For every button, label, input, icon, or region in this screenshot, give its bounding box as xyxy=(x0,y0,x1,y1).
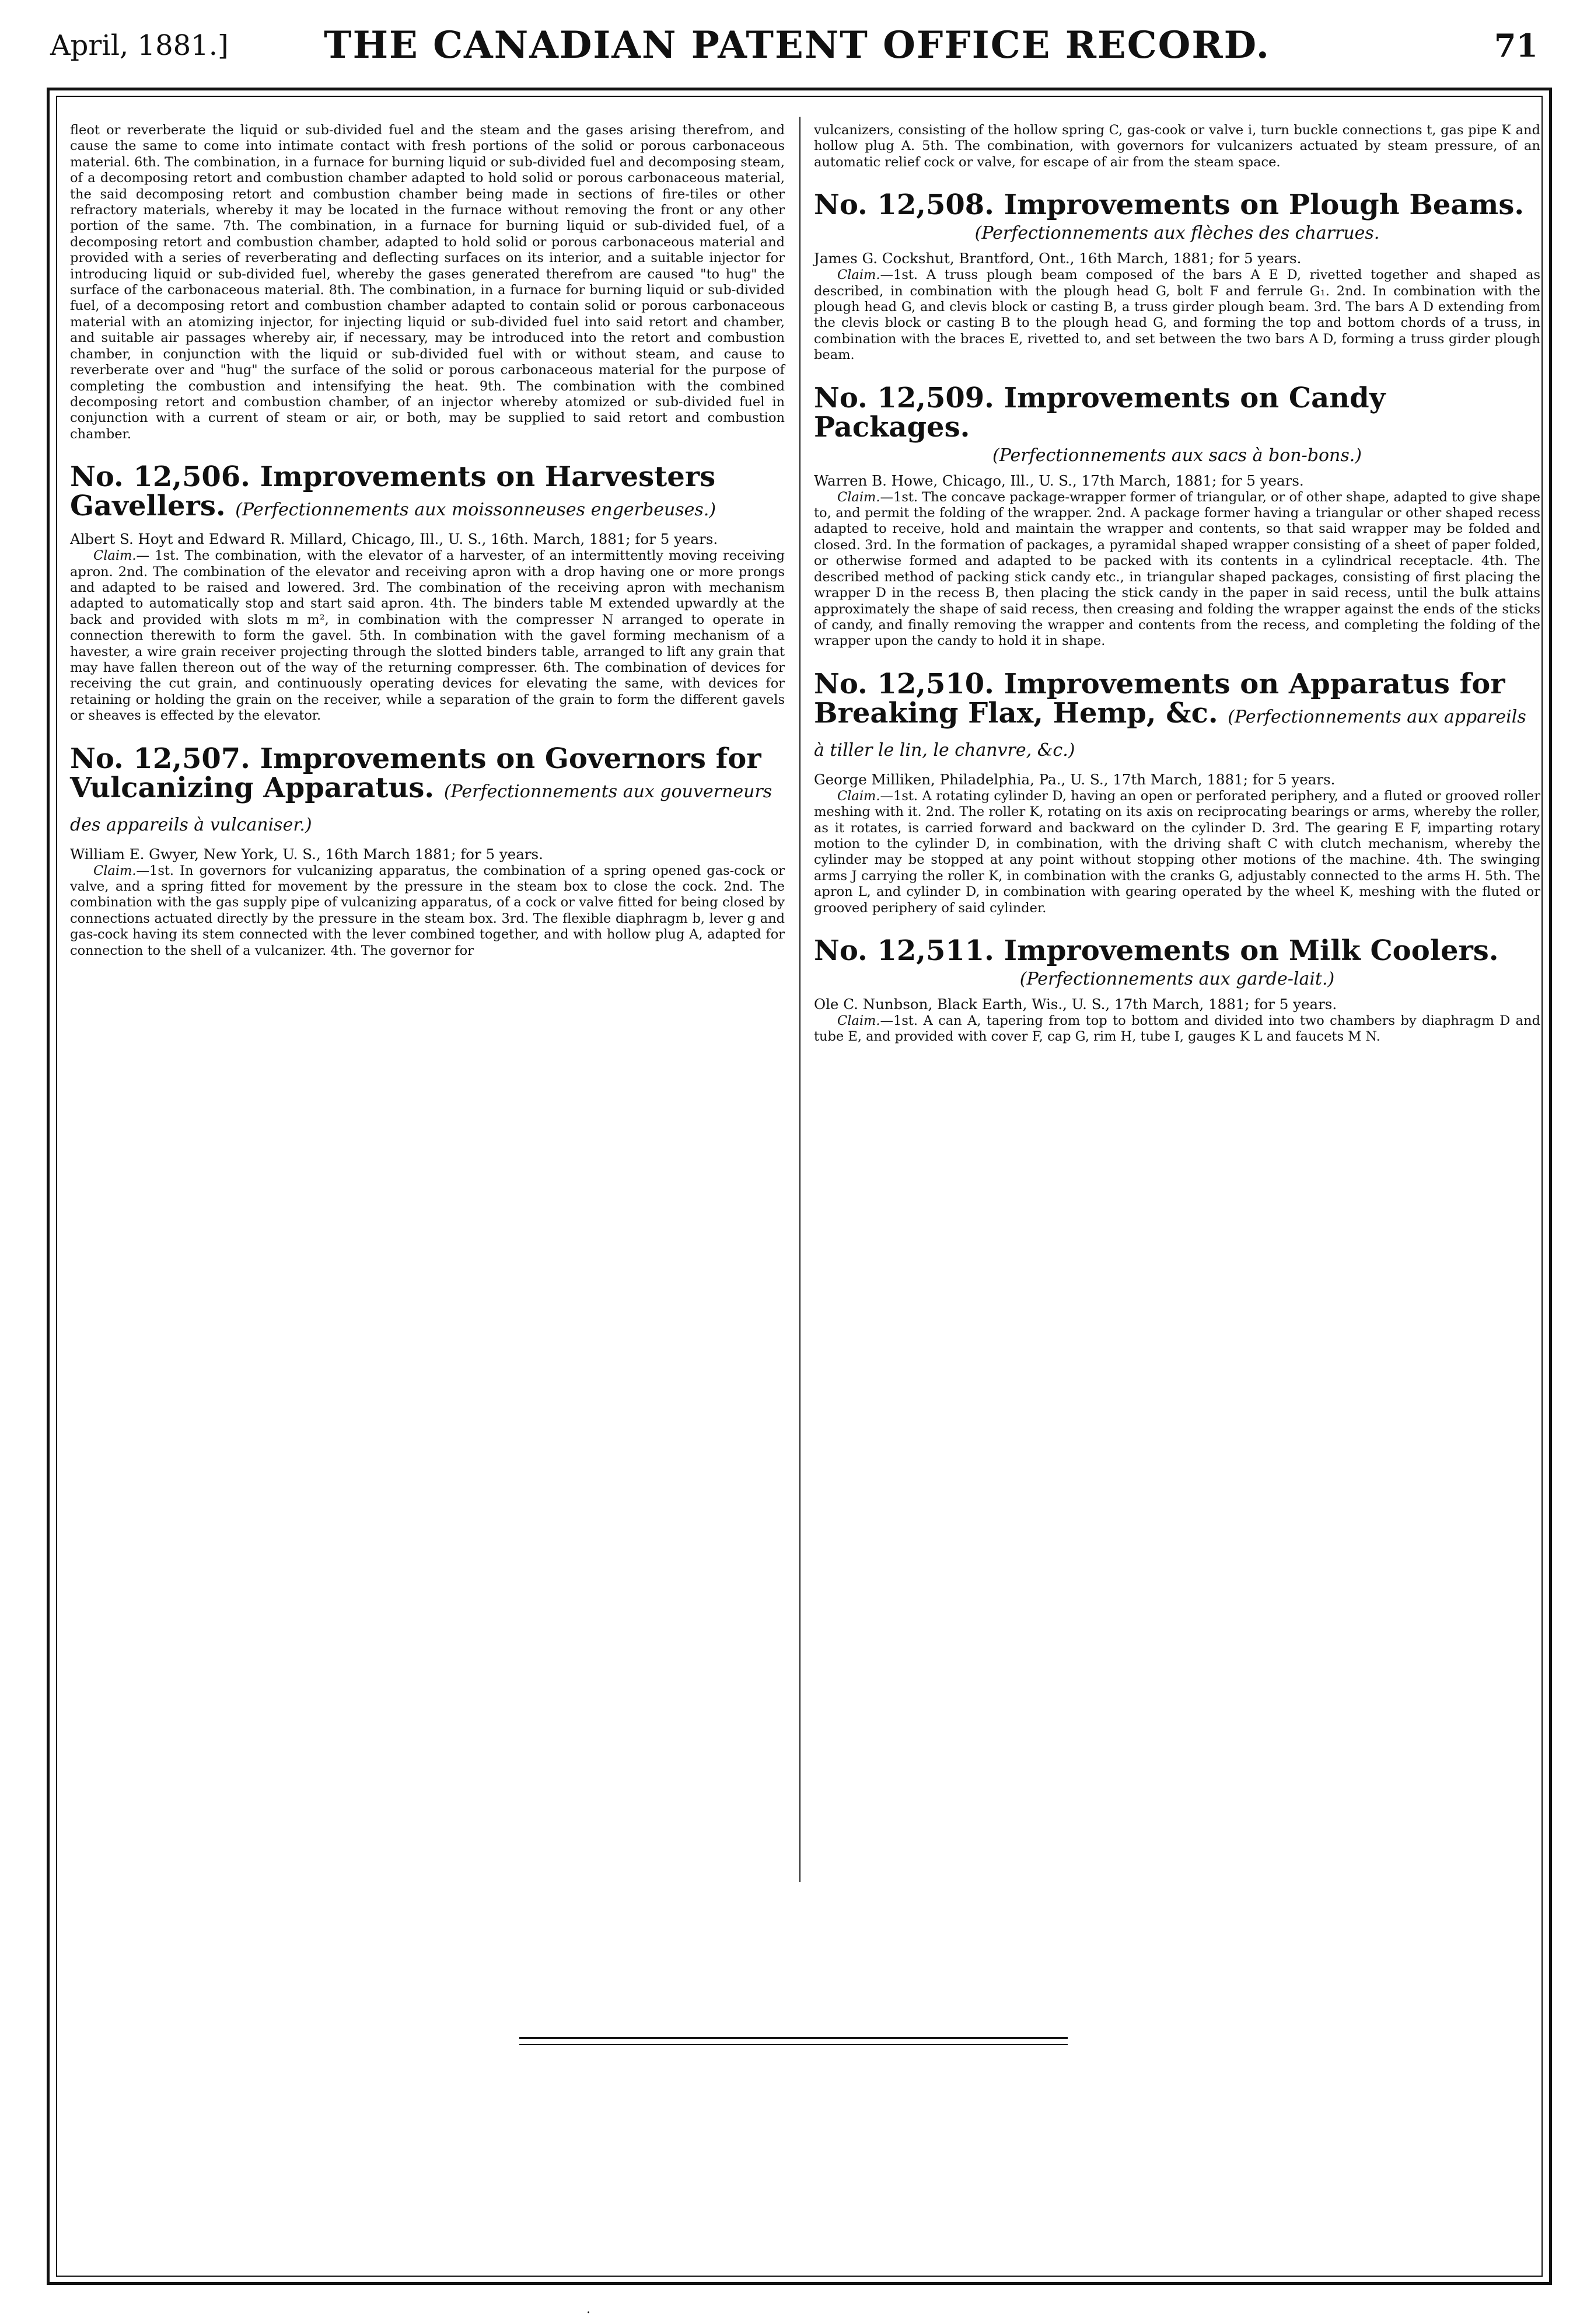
right-continuation-text: vulcanizers, consisting of the hollow spring C, gas-cook or valve i, turn buckle connections t, gas pipe K and hollow plug A. 5th. The combination, with governors for vulcanizers actuated by steam pressure, of an automatic relief cock or valve, for escape of air from the steam space. xyxy=(814,123,1540,170)
entry-title: Improvements on Apparatus for Breaking Flax, Hemp, &c. xyxy=(814,667,1505,730)
entry-french-title: (Perfectionnements aux moissonneuses engerbeuses.) xyxy=(235,500,716,521)
entry-inventor: George Milliken, Philadelphia, Pa., U. S., 17th March, 1881; for 5 years. xyxy=(814,770,1336,788)
entry-inventor: James G. Cockshut, Brantford, Ont., 16th March, 1881; for 5 years. xyxy=(814,250,1302,267)
entry-claim: —1st. A rotating cylinder D, having an open or perforated periphery, and a fluted or grooved roller meshing with it. 2nd. The roller K, rotating on its axis on reciprocating bearings or arms, whereby the roller, as it rotates, is carried forward and backward on the cylinder D. 3rd. The gearing E F, imparting rotary motion to the cylinder D, in combination, with the driving shaft C with clutch mechanism, whereby the cylinder may be stopped at any point without stopping other motions of the machine. 4th. The swinging arms J carrying the roller K, in combination with the cranks G, adjustably connected to the arms H. 5th. The apron L, and cylinder D, in combination with gearing operated by the wheel K, meshing with the fluted or grooved periphery of said cylinder. xyxy=(814,788,1540,916)
entry-heading xyxy=(814,383,1540,442)
patent-entry-12510 xyxy=(814,669,1540,916)
claim-label: Claim. xyxy=(93,548,137,564)
entry-title: Improvements on Plough Beams. xyxy=(1004,189,1525,222)
end-rule-thick xyxy=(519,2037,1068,2039)
entry-title: Improvements on Harvesters Gavellers. xyxy=(70,460,716,523)
entry-heading xyxy=(70,744,785,840)
entry-number: No. 12,508. xyxy=(814,189,994,222)
right-column xyxy=(814,123,1540,1045)
entry-inventor: William E. Gwyer, New York, U. S., 16th March 1881; for 5 years. xyxy=(70,845,543,863)
entry-number: No. 12,506. xyxy=(70,460,250,494)
patent-entry-12508 xyxy=(814,190,1540,363)
entry-number: No. 12,511. xyxy=(814,934,994,967)
entry-title: Improvements on Milk Coolers. xyxy=(1004,934,1499,967)
entry-number: No. 12,510. xyxy=(814,667,994,700)
entry-french-title: (Perfectionnements aux flèches des charrues. xyxy=(974,223,1380,244)
header-date: April, 1881.] xyxy=(50,29,229,62)
claim-label: Claim. xyxy=(837,1013,880,1028)
entry-french-title: (Perfectionnements aux gouverneurs des appareils à vulcaniser.) xyxy=(70,781,772,835)
entry-french-title: (Perfectionnements aux garde-lait.) xyxy=(1019,968,1335,989)
entry-number: No. 12,507. xyxy=(70,742,250,775)
entry-claim: — 1st. The combination, with the elevator of a harvester, of an intermittently moving receiving apron. 2nd. The combination of the elevator and receiving apron with a drop having one or more prongs and adapted to be raised and lowered. 3rd. The combination of the receiving apron with mechanism adapted to automatically stop and start said apron. 4th. The binders table M extended upwardly at the back and provided with slots m m², in combination with the compresser N arranged to operate in connection therewith to form the gavel. 5th. In combination with the gavel forming mechanism of a havester, a wire grain receiver projecting through the slotted binders table, arranged to lift any grain that may have fallen thereon out of the way of the returning compresser. 6th. The combination of devices for receiving the cut grain, and continuously operating devices for elevating the same, with devices for retaining or holding the grain on the receiver, while a separation of the grain to form the different gavels or sheaves is effected by the elevator. xyxy=(70,548,785,724)
entry-claim: —1st. In governors for vulcanizing apparatus, the combination of a spring opened gas-cock or valve, and a spring fitted for movement by the pressure in the steam box to close the cock. 2nd. The combination with the gas supply pipe of vulcanizing apparatus, of a cock or valve fitted for being closed by connections actuated directly by the pressure in the steam box. 3rd. The flexible diaphragm b, lever g and gas-cock having its stem connected with the lever combined together, and with hollow plug A, adapted for connection to the shell of a vulcanizer. 4th. The governor for xyxy=(70,863,785,958)
column-divider xyxy=(799,117,801,1882)
entry-claim: —1st. A truss plough beam composed of the bars A E D, rivetted together and shaped as described, in combination with the plough head G, bolt F and ferrule G₁. 2nd. In combination with the plough head G, and clevis block or casting B, a truss girder plough beam. 3rd. The bars A D extending from the clevis block or casting B to the plough head G, and forming the top and bottom chords of a truss, in combination with the braces E, rivetted to, and set between the two bars A D, forming a truss girder plough beam. xyxy=(814,267,1540,363)
end-rule-thin xyxy=(519,2044,1068,2045)
entry-heading xyxy=(70,462,785,525)
entry-title: Improvements on Governors for Vulcanizing Apparatus. xyxy=(70,742,761,804)
claim-label: Claim. xyxy=(837,267,880,283)
entry-heading xyxy=(814,669,1540,765)
entry-inventor: Albert S. Hoyt and Edward R. Millard, Chicago, Ill., U. S., 16th. March, 1881; for 5 years. xyxy=(70,531,718,548)
entry-inventor: Ole C. Nunbson, Black Earth, Wis., U. S., 17th March, 1881; for 5 years. xyxy=(814,995,1337,1013)
claim-label: Claim. xyxy=(837,788,880,804)
left-column xyxy=(70,123,785,959)
entry-claim: —1st. The concave package-wrapper former of triangular, or of other shape, adapted to give shape to, and permit the folding of the wrapper. 2nd. A package former having a triangular or other shaped recess adapted to receive, hold and maintain the wrapper and contents, so that said wrapper may be folded and closed. 3rd. In the formation of packages, a pyramidal shaped wrapper consisting of a sheet of paper folded, or otherwise formed and adapted to be packed with its contents in a cylindrical receptacle. 4th. The described method of packing stick candy etc., in triangular shaped packages, consisting of first placing the wrapper D in the recess B, then placing the stick candy in the paper in said recess, until the bulk attains approximately the shape of said recess, then creasing and folding the wrapper against the ends of the sticks of candy, and finally removing the wrapper and contents from the recess, and completing the folding of the wrapper upon the candy to hold it in shape. xyxy=(814,489,1540,649)
patent-entry-12509 xyxy=(814,383,1540,650)
entry-heading xyxy=(814,936,1540,965)
claim-label: Claim. xyxy=(93,863,137,878)
entry-inventor: Warren B. Howe, Chicago, Ill., U. S., 17th March, 1881; for 5 years. xyxy=(814,472,1304,489)
entry-heading xyxy=(814,189,1540,222)
left-continuation-text: fleot or reverberate the liquid or sub-divided fuel and the steam and the gases arising therefrom, and cause the same to come into intimate contact with fresh portions of the solid or porous carbonaceous material. 6th. The combination, in a furnace for burning liquid or sub-divided fuel and decomposing steam, of a decomposing retort and combustion chamber adapted to hold solid or porous carbonaceous material, the said decomposing retort and combustion chamber being made in sections of fire-tiles or other refractory materials, whereby it may be located in the furnace without removing the front or any other portion of the same. 7th. The combination, in a furnace for burning liquid or sub-divided fuel, of a decomposing retort and combustion chamber, adapted to hold solid or porous carbonaceous material and provided with a series of reverberating and deflecting surfaces on its interior, and a suitable injector for introducing liquid or sub-divided fuel, whereby the gases generated therefrom are caused "to hug" the surface of the carbonaceous material. 8th. The combination, in a furnace for burning liquid or sub-divided fuel, of a decomposing retort and combustion chamber adapted to contain solid or porous carbonaceous material with an atomizing injector, for injecting liquid or sub-divided fuel into said retort and chamber, and suitable air passages whereby air, if necessary, may be introduced into the retort and combustion chamber, in conjunction with the liquid or sub-divided fuel with or without steam, and cause to reverberate over and "hug" the surface of the solid or porous carbonaceous material for the purpose of completing the combustion and intensifying the heat. 9th. The combination with the combined decomposing retort and combustion chamber, of an injector whereby atomized or sub-divided fuel in conjunction with a current of steam or air, or both, may be supplied to said retort and combustion chamber. xyxy=(70,123,785,442)
entry-french-title: (Perfectionnements aux sacs à bon-bons.) xyxy=(992,445,1362,466)
page-title: THE CANADIAN PATENT OFFICE RECORD. xyxy=(323,23,1271,67)
entry-claim: —1st. A can A, tapering from top to bottom and divided into two chambers by diaphragm D and tube E, and provided with cover F, cap G, rim H, tube I, gauges K L and faucets M N. xyxy=(814,1013,1540,1045)
footer-mark: . xyxy=(586,2302,590,2316)
patent-entry-12507 xyxy=(70,744,785,959)
page-number: 71 xyxy=(1494,27,1538,64)
patent-entry-12506 xyxy=(70,462,785,724)
claim-label: Claim. xyxy=(837,489,880,505)
patent-entry-12511 xyxy=(814,936,1540,1045)
entry-number: No. 12,509. xyxy=(814,381,994,414)
entry-french-title: (Perfectionnements aux appareils à tiller le lin, le chanvre, &c.) xyxy=(814,706,1526,760)
entry-title: Improvements on Candy Packages. xyxy=(814,381,1386,444)
